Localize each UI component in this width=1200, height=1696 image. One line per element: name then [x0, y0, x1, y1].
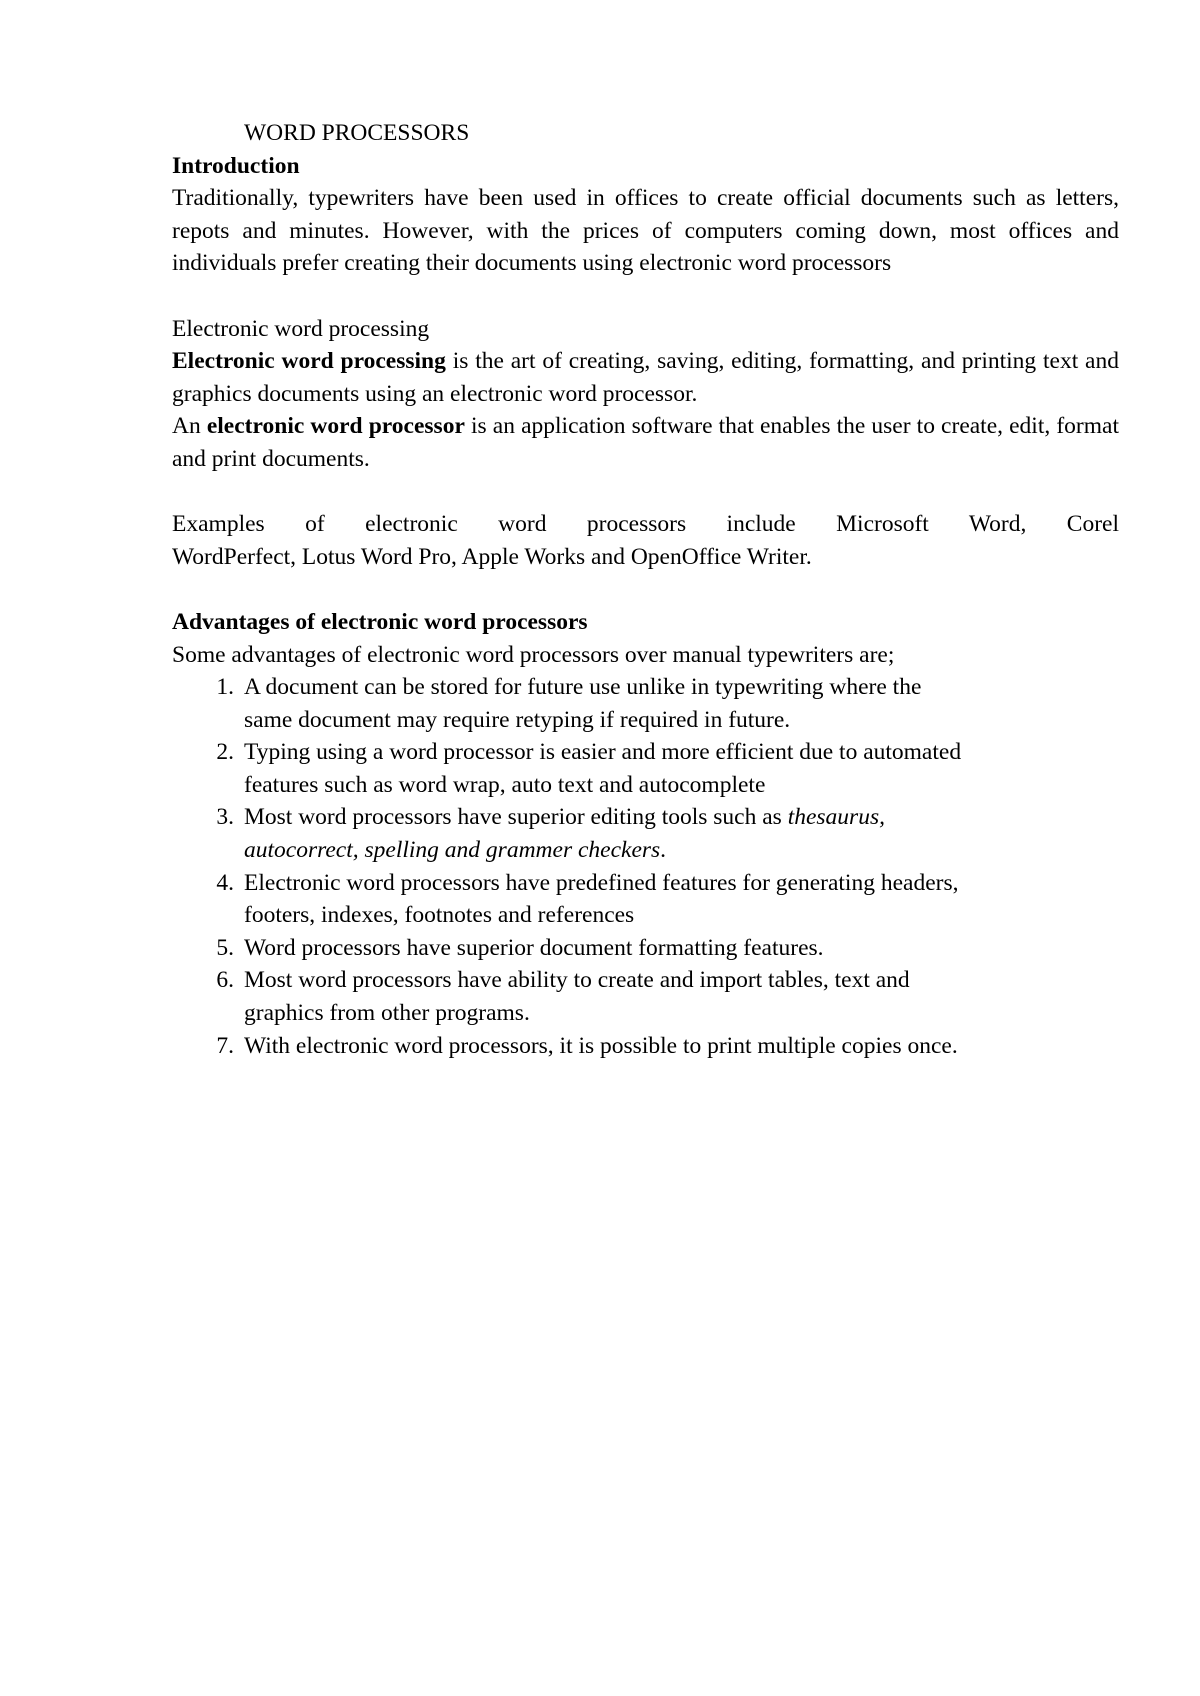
ewp-definition-text: is the art of creating, saving, editing, formatting, and printing text and graphics documents using an electronic word processor.: [172, 348, 1119, 407]
intro-heading: [172, 150, 1119, 183]
ewproc-definition-text: is an application software that enables the user to create, edit, format and print documents.: [172, 413, 1119, 472]
list-item-number: 4.: [216, 869, 234, 896]
examples-line-2: WordPerfect, Lotus Word Pro, Apple Works and OpenOffice Writer.: [172, 543, 812, 570]
list-item-line: same document may require retyping if required in future.: [244, 706, 791, 733]
list-item-number: 1.: [216, 674, 234, 701]
list-item-line: Most word processors have ability to create and import tables, text and: [244, 967, 910, 994]
ewproc-prefix: An: [172, 413, 207, 440]
list-item-italic: thesaurus,: [787, 804, 885, 831]
list-item-text: .: [660, 837, 667, 864]
list-item-line: A document can be stored for future use unlike in typewriting where the: [244, 674, 922, 701]
list-item-number: 7.: [216, 1032, 234, 1059]
document-page: [172, 117, 1119, 1062]
ewp-term: Electronic word processing: [172, 348, 446, 375]
list-item: [172, 1030, 1119, 1063]
ewp-definition: [172, 345, 1119, 410]
list-item: [172, 801, 1119, 866]
list-item-line: graphics from other programs.: [244, 1000, 530, 1027]
list-item-number: 6.: [216, 967, 234, 994]
blank-line: [172, 476, 1119, 509]
list-item-line: Electronic word processors have predefined features for generating headers,: [244, 869, 959, 896]
list-item-line: features such as word wrap, auto text and autocomplete: [244, 771, 766, 798]
document-title: WORD PROCESSORS: [244, 120, 470, 146]
ewproc-term: electronic word processor: [206, 413, 465, 440]
list-item-text: Most word processors have superior editing tools such as: [244, 804, 788, 831]
advantages-intro: Some advantages of electronic word processors over manual typewriters are;: [172, 641, 895, 668]
list-item-number: 3.: [216, 804, 234, 831]
list-item: [172, 932, 1119, 965]
advantages-heading: [172, 606, 1119, 639]
list-item: [172, 671, 1119, 736]
intro-heading-text: Introduction: [172, 152, 300, 179]
advantages-list: [172, 671, 1119, 1062]
list-item: [172, 736, 1119, 801]
intro-paragraph: Traditionally, typewriters have been used in offices to create official documents such as letters, repots and minutes. However, with the prices of computers coming down, most offices and individuals prefer creating their documents using electronic word processors: [172, 185, 1119, 277]
list-item-line: Word processors have superior document formatting features.: [244, 934, 824, 961]
ewp-heading: Electronic word processing: [172, 315, 430, 342]
list-item-number: 2.: [216, 739, 234, 766]
list-item-italic: autocorrect, spelling and grammer checkers: [244, 837, 661, 864]
advantages-heading-text: Advantages of electronic word processors: [172, 608, 588, 635]
list-item-number: 5.: [216, 934, 234, 961]
list-item: [172, 964, 1119, 1029]
list-item: [172, 867, 1119, 932]
blank-line: [172, 573, 1119, 606]
list-item-line: With electronic word processors, it is possible to print multiple copies once.: [244, 1032, 958, 1059]
blank-line: [172, 280, 1119, 313]
list-item-line: Typing using a word processor is easier and more efficient due to automated: [244, 739, 962, 766]
ewproc-definition: [172, 410, 1119, 475]
examples-line-1: Examples of electronic word processors include Microsoft Word, Corel: [172, 511, 1119, 538]
list-item-line: footers, indexes, footnotes and references: [244, 902, 635, 929]
